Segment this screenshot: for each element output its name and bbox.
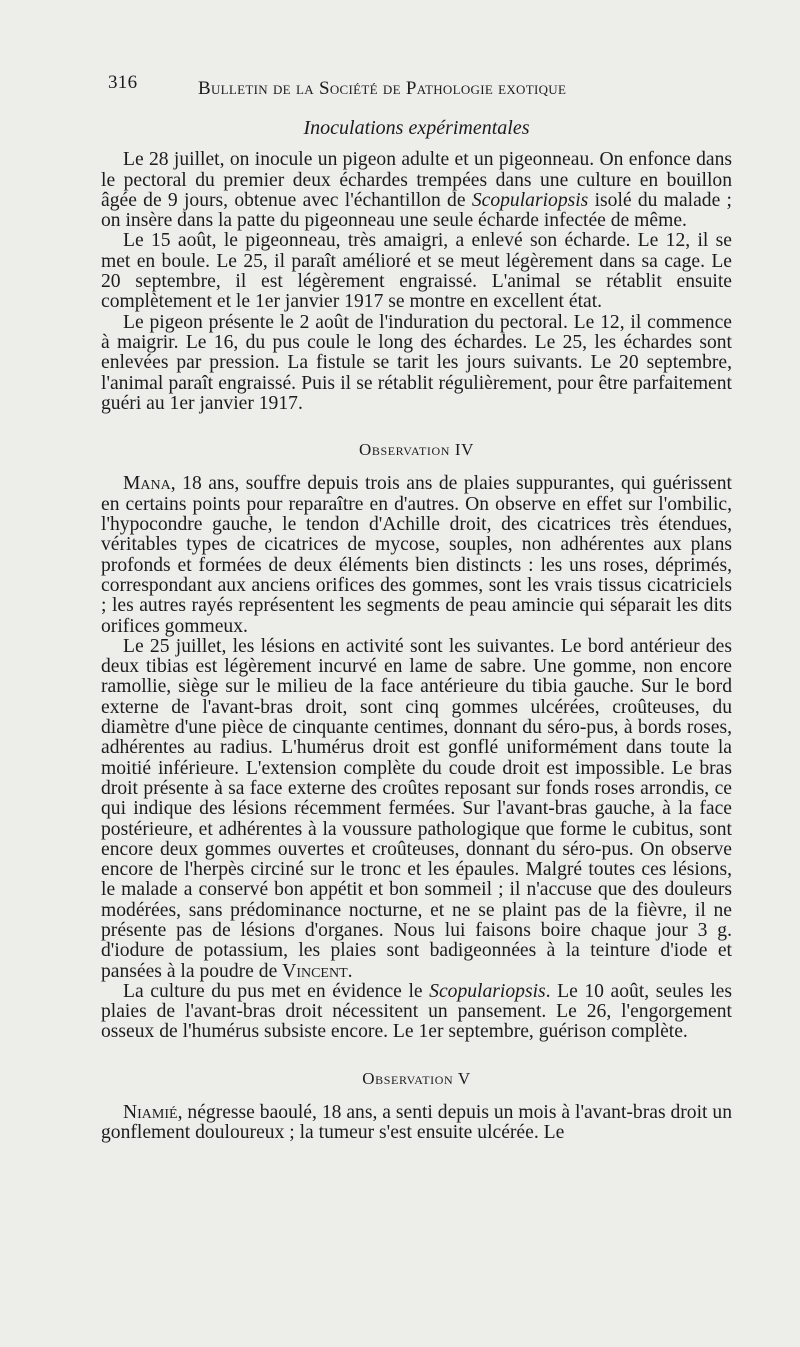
paragraph — [101, 313, 732, 414]
paragraph — [101, 474, 732, 636]
small-caps-name: Vincent — [282, 960, 348, 982]
observation-v-title: Observation V — [362, 1068, 471, 1088]
body-text — [101, 118, 732, 1144]
text-run: isolé du malade ; on insère dans la patte du pigeonneau une seule écharde infectée de même. — [101, 189, 732, 232]
text-run: Le 28 juillet, on inocule un pigeon adulte et un pigeonneau. On enfonce dans le pectoral du premier deux échardes trempées dans une culture en bouillon âgée de 9 jours, obtenue avec l'échantillon de — [101, 149, 732, 211]
text-run: . Le 10 août, seules les plaies de l'avant-bras droit nécessitent un pansement. Le 26, l'engorgement osseux de l'humérus subsiste encore. Le 1er septembre, guérison complète. — [101, 980, 733, 1043]
paragraph — [101, 637, 732, 982]
text-run: Le 15 août, le pigeonneau, très amaigri, a enlevé son écharde. Le 12, il se met en boule. Le 25, il paraît amélioré et se meut légèrement dans sa cage. Le 20 septembre, il est légèrement engraissé. L'animal se rétablit ensuite complètement et le 1er janvier 1917 se montre en excellent état. — [101, 230, 732, 313]
paragraph — [101, 231, 732, 312]
paragraph — [101, 150, 732, 231]
section-title: Inoculations expérimentales — [303, 117, 530, 139]
small-caps-name: Niamié — [123, 1102, 178, 1124]
text-run: Le pigeon présente le 2 août de l'induration du pectoral. Le 12, il commence à maigrir. Le 16, du pus coule le long des échardes. Le 25, les échardes sont enlevées par pression. La fistule se tarit les jours suivants. Le 20 septembre, l'animal paraît engraissé. Puis il se rétablit régulièrement, pour être parfaitement guéri au 1er janvier 1917. — [101, 311, 732, 414]
inoculations-section — [101, 150, 732, 414]
observation-iv-title: Observation IV — [358, 440, 475, 460]
italic-text: Scopulariopsis — [471, 189, 589, 211]
observation-v-section — [101, 1103, 732, 1144]
text-run: La culture du pus met en évidence le — [123, 980, 430, 1002]
paragraph — [101, 1103, 732, 1144]
page-number: 316 — [108, 72, 138, 93]
small-caps-name: Mana — [123, 473, 171, 495]
paragraph — [101, 982, 732, 1043]
text-run: . — [347, 960, 353, 982]
text-run: , négresse baoulé, 18 ans, a senti depuis un mois à l'avant-bras droit un gonflement douloureux ; la tumeur s'est ensuite ulcérée. Le — [101, 1102, 732, 1144]
observation-iv-section — [101, 474, 732, 1042]
text-run: , 18 ans, souffre depuis trois ans de plaies suppurantes, qui guérissent en certains points pour reparaître en d'autres. On observe en effet sur l'ombilic, l'hypocondre gauche, le tendon d'Achille droit, des cicatrices très étendues, véritables types de cicatrices de mycose, souples, non adhérentes aux plans profonds et formées de deux éléments bien distincts : les uns roses, déprimés, correspondant aux anciens orifices des gommes, sont les vrais tissus cicatriciels ; les autres rayés représentent les segments de peau amincie qui séparait les dits orifices gommeux. — [101, 473, 732, 637]
text-run: Le 25 juillet, les lésions en activité sont les suivantes. Le bord antérieur des deux tibias est légèrement incurvé en lame de sabre. Une gomme, non encore ramollie, siège sur le milieu de la face antérieure du tibia gauche. Sur le bord externe de l'avant-bras droit, sont cinq gommes ulcérées, croûteuses, du diamètre d'une pièce de cinquante centimes, donnant du séro-pus, à bords roses, adhérentes au radius. L'humérus droit est gonflé uniformément dans toute la moitié inférieure. L'extension complète du coude droit est impossible. Le bras droit présente à sa face externe des croûtes reposant sur fonds roses arrondis, ce qui indique des lésions récemment fermées. Sur l'avant-bras gauche, à la face postérieure, et adhérentes à la voussure pathologique que forme le cubitus, sont encore deux gommes ouvertes et croûteuses, donnant du séro-pus. On observe encore de l'herpès circiné sur le tronc et les épaules. Malgré toutes ces lésions, le malade a conservé bon appétit et bon sommeil ; il n'accuse que des douleurs modérées, sans prédominance nocturne, et ne se plaint pas de la fièvre, il ne présente pas de lésions d'organes. Nous lui faisons boire chaque jour 3 g. d'iodure de potassium, les plaies sont badigeonnées à la teinture d'iode et pansées à la poudre de — [101, 635, 732, 982]
running-title: Bulletin de la Société de Pathologie exotique — [198, 78, 567, 99]
italic-text: Scopulariopsis — [429, 980, 546, 1002]
